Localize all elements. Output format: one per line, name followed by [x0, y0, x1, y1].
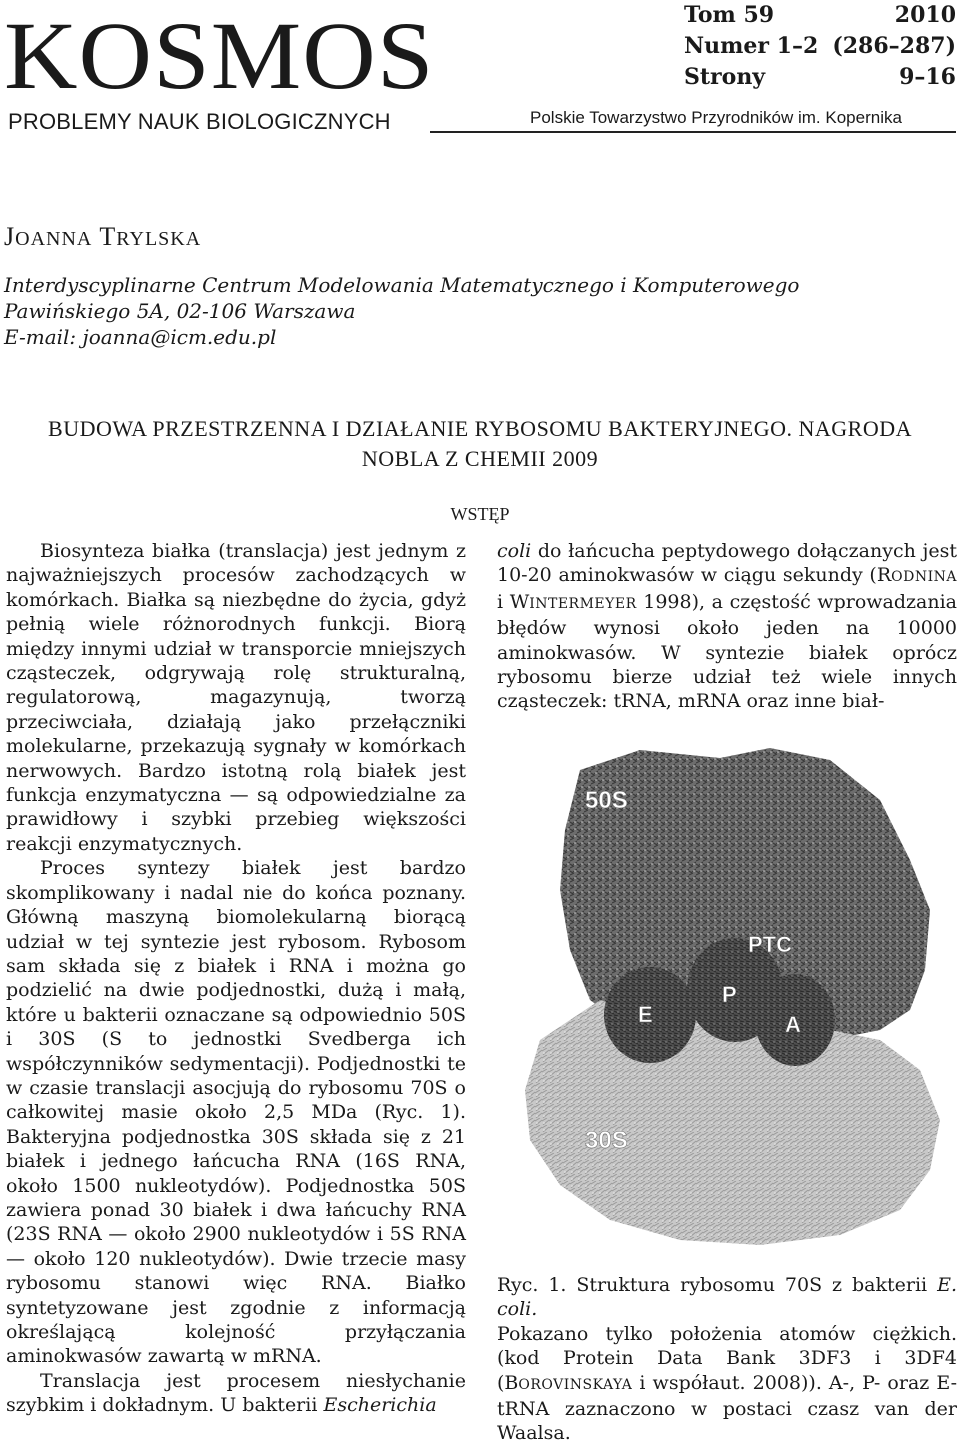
paragraph: Translacja jest procesem niesłychanie szybkim i dokładnym. U bakterii Escherichia	[6, 1369, 466, 1417]
affiliation-institute: Interdyscyplinarne Centrum Modelowania Matematycznego i Komputerowego	[4, 273, 800, 297]
affiliation-address: Pawińskiego 5A, 02-106 Warszawa	[4, 299, 356, 323]
pages-row	[684, 62, 956, 92]
number-label: Numer 1–2	[684, 33, 819, 59]
number-value: (286–287)	[832, 33, 956, 59]
label-50s: 50S	[585, 787, 628, 814]
paragraph: Biosynteza białka (translacja) jest jednym z najważniejszych procesów zachodzących w komórkach. Białka są niezbędne do życia, gdyż pełnią wiele różnorodnych funkcji. Biorą między innymi udział w transporcie mniejszych cząsteczek, odgrywają rolę strukturalną, regulatorową, magazynują, tworzą przeciwciała, działają jako przełączniki molekularne, przekazują sygnały w komórkach nerwowych. Bardzo istotną rolą białek jest funkcja enzymatyczna — są odpowiedzialne za prawidłowy i szybki przebieg większości reakcji enzymatycznych.	[6, 540, 466, 855]
journal-logo	[4, 2, 435, 134]
logo-title: KOSMOS	[4, 2, 435, 109]
section-heading: WSTĘP	[450, 504, 510, 524]
label-a: A	[785, 1012, 801, 1037]
label-p: P	[722, 982, 737, 1007]
paragraph: coli do łańcucha peptydowego dołączanych jest 10-20 aminokwasów w ciągu sekundy (RODNINA i WINTERMEYER 1998), a częstość wprowadzania błędów wynosi około jeden na 10000 aminokwasów. W syntezie białek oprócz rybosomu bierze udział też wiele innych cząsteczek: tRNA, mRNA oraz inne biał-	[497, 540, 957, 713]
logo-subtitle: PROBLEMY NAUK BIOLOGICZNYCH	[8, 109, 391, 134]
volume-row	[684, 0, 956, 30]
society-name: Polskie Towarzystwo Przyrodników im. Kopernika	[530, 108, 902, 127]
author-name: JOANNA TRYLSKA	[4, 222, 202, 251]
label-30s: 30S	[585, 1127, 628, 1154]
affiliation-email: E-mail: joanna@icm.edu.pl	[4, 325, 277, 349]
pages-label: Strony	[684, 64, 766, 90]
paragraph: Proces syntezy białek jest bardzo skomplikowany i nadal nie do końca poznany. Główną maszyną biomolekularną biorącą udział w tej syntezie jest rybosom. Rybosom sam składa się z białek i RNA i można go podzielić na dwie podjednostki, dużą i małą, które u bakterii oznaczane są odpowiednio 50S i 30S (S to jednostki Svedberga ich współczynników sedymentacji). Podjednostki te w czasie translacji asocjują do rybosomu 70S o całkowitej masie około 2,5 MDa (Ryc. 1). Bakteryjna podjednostka 30S składa się z 21 białek i jednego łańcucha RNA (16S RNA, około 1500 nukleotydów). Podjednostka 50S zawiera ponad 30 białek i dwa łańcuchy RNA (23S RNA — około 2900 nukleotydów i 5S RNA — około 120 nukleotydów). Dwie trzecie masy rybosomu stanowi więc RNA. Białko syntetyzowane jest zgodnie z informacją określającą kolejność przyłączania aminokwasów zawartą w mRNA.	[6, 857, 466, 1368]
number-row	[684, 31, 956, 61]
label-ptc: PTC	[748, 932, 792, 957]
year: 2010	[894, 2, 956, 28]
left-column	[6, 539, 466, 1418]
article-title: BUDOWA PRZESTRZENNA I DZIAŁANIE RYBOSOMU BAKTERYJNEGO. NAGRODA NOBLA Z CHEMII 2009	[48, 416, 912, 471]
volume-label: Tom 59	[684, 2, 775, 28]
pages-value: 9–16	[899, 64, 956, 90]
right-column	[497, 539, 957, 714]
ribosome-figure	[500, 740, 956, 1260]
label-e: E	[638, 1002, 653, 1027]
figure-caption: Ryc. 1. Struktura rybosomu 70S z bakterii E. coli. Pokazano tylko położenia atomów ciężkich. (kod Protein Data Bank 3DF3 i 3DF4 (BOROVINSKAYA i współaut. 2008)). A-, P- oraz E-tRNA zaznaczono w postaci czasz van der Waalsa.	[497, 1274, 957, 1445]
header-rule	[430, 131, 956, 133]
